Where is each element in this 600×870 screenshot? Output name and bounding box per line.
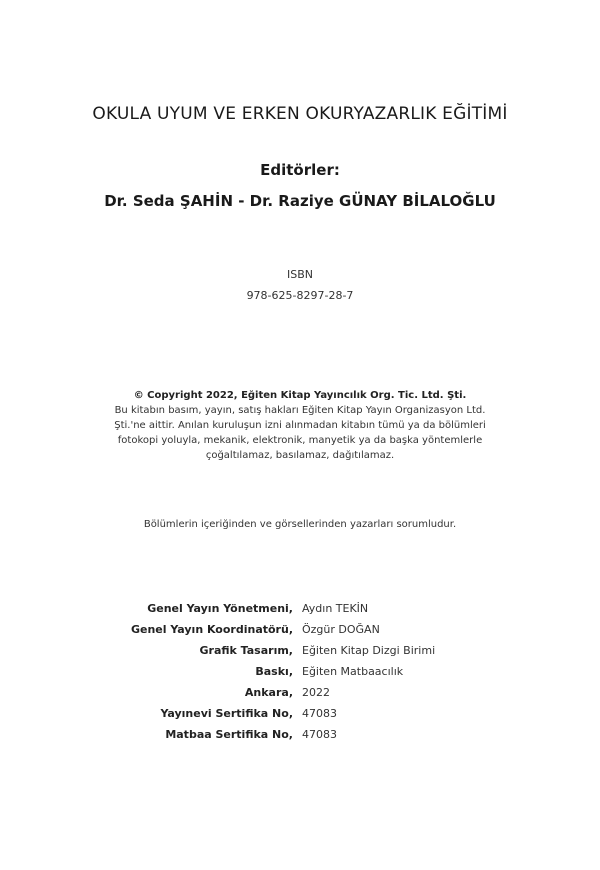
credit-value: 47083 — [302, 707, 337, 720]
credit-row — [0, 661, 600, 682]
credit-label: Ankara, — [244, 686, 293, 699]
credit-label: Baskı, — [255, 665, 293, 678]
editors-label: Editörler: — [260, 161, 340, 179]
copyright-line: çoğaltılamaz, basılamaz, dağıtılamaz. — [205, 450, 395, 461]
copyright-line: fotokopi yoluyla, mekanik, elektronik, manyetik ya da başka yöntemlerle — [117, 435, 483, 446]
credit-value: Aydın TEKİN — [302, 602, 369, 615]
credit-label: Genel Yayın Yönetmeni, — [147, 602, 293, 615]
credit-value: Eğiten Matbaacılık — [302, 665, 404, 678]
credit-row — [0, 640, 600, 661]
credit-label: Yayınevi Sertifika No, — [160, 707, 293, 720]
copyright-line: Şti.'ne aittir. Anılan kuruluşun izni alınmadan kitabın tümü ya da bölümleri — [114, 420, 486, 431]
credit-row — [0, 619, 600, 640]
isbn-label: ISBN — [286, 268, 313, 281]
copyright-line: Bu kitabın basım, yayın, satış hakları Eğiten Kitap Yayın Organizasyon Ltd. — [114, 405, 486, 416]
credit-row — [0, 598, 600, 619]
credit-value: 47083 — [302, 728, 337, 741]
credit-label: Matbaa Sertifika No, — [165, 728, 293, 741]
credit-value: 2022 — [302, 686, 330, 699]
responsibility-note: Bölümlerin içeriğinden ve görsellerinden yazarları sorumludur. — [143, 519, 457, 530]
book-title: OKULA UYUM VE ERKEN OKURYAZARLIK EĞİTİMİ — [92, 104, 508, 124]
credits-table — [0, 598, 600, 745]
editors-names: Dr. Seda ŞAHİN - Dr. Raziye GÜNAY BİLALOĞLU — [104, 192, 496, 210]
copyright-block — [90, 388, 510, 463]
credit-label: Genel Yayın Koordinatörü, — [130, 623, 293, 636]
copyright-heading: © Copyright 2022, Eğiten Kitap Yayıncılık Org. Tic. Ltd. Şti. — [133, 390, 467, 401]
credit-row — [0, 703, 600, 724]
credit-value: Özgür DOĞAN — [302, 623, 380, 636]
credit-row — [0, 682, 600, 703]
credit-row — [0, 724, 600, 745]
isbn-number: 978-625-8297-28-7 — [246, 289, 354, 302]
credit-label: Grafik Tasarım, — [199, 644, 293, 657]
credit-value: Eğiten Kitap Dizgi Birimi — [302, 644, 436, 657]
